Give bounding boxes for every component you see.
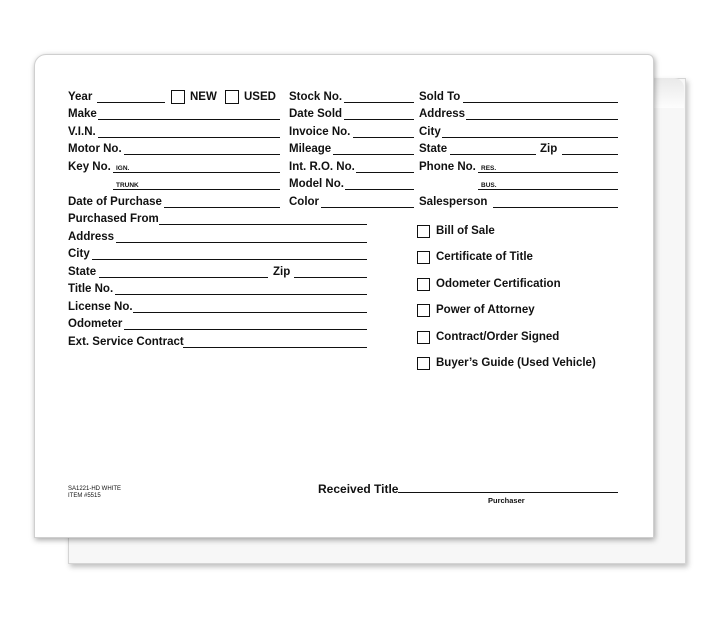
power-of-attorney-label: Power of Attorney	[436, 304, 535, 316]
salesperson-field[interactable]	[493, 207, 618, 208]
phone-bus-label: BUS.	[481, 182, 497, 189]
bill-of-sale-label: Bill of Sale	[436, 225, 495, 237]
received-title-signature-line[interactable]	[398, 492, 618, 493]
contract-order-signed-label: Contract/Order Signed	[436, 331, 560, 343]
phone-no-label: Phone No.	[419, 161, 476, 173]
bill-of-sale-checkbox[interactable]	[417, 225, 430, 238]
sold-to-label: Sold To	[419, 91, 461, 103]
odometer-certification-label: Odometer Certification	[436, 278, 561, 290]
certificate-of-title-label: Certificate of Title	[436, 251, 533, 263]
new-checkbox[interactable]	[171, 90, 185, 104]
buyers-guide-label: Buyer’s Guide (Used Vehicle)	[436, 357, 596, 369]
make-label: Make	[68, 108, 97, 120]
seller-city-field[interactable]	[92, 259, 367, 260]
int-ro-no-field[interactable]	[356, 172, 414, 173]
buyer-state-field[interactable]	[450, 154, 536, 155]
buyer-zip-field[interactable]	[562, 154, 618, 155]
mileage-field[interactable]	[333, 154, 414, 155]
purchased-from-label: Purchased From	[68, 213, 159, 225]
odometer-field[interactable]	[124, 329, 367, 330]
license-no-field[interactable]	[133, 312, 367, 313]
buyer-address-field[interactable]	[466, 119, 618, 120]
deal-jacket-form	[34, 54, 654, 538]
ext-service-contract-label: Ext. Service Contract	[68, 336, 184, 348]
make-field[interactable]	[98, 119, 280, 120]
buyer-state-label: State	[419, 143, 448, 155]
buyers-guide-checkbox[interactable]	[417, 357, 430, 370]
new-label: NEW	[190, 91, 217, 103]
stock-no-field[interactable]	[344, 102, 414, 103]
used-label: USED	[244, 91, 276, 103]
key-ign-label: IGN.	[116, 165, 130, 172]
invoice-no-label: Invoice No.	[289, 126, 351, 138]
used-checkbox[interactable]	[225, 90, 239, 104]
license-no-label: License No.	[68, 301, 133, 313]
motor-no-field[interactable]	[124, 154, 280, 155]
buyer-zip-label: Zip	[540, 143, 558, 155]
key-ign-field[interactable]	[113, 172, 280, 173]
seller-city-label: City	[68, 248, 90, 260]
key-trunk-field[interactable]	[113, 189, 280, 190]
date-sold-field[interactable]	[344, 119, 414, 120]
contract-order-signed-checkbox[interactable]	[417, 331, 430, 344]
date-sold-label: Date Sold	[289, 108, 343, 120]
date-of-purchase-field[interactable]	[164, 207, 280, 208]
seller-address-label: Address	[68, 231, 115, 243]
sold-to-field[interactable]	[463, 102, 618, 103]
key-trunk-label: TRUNK	[116, 182, 139, 189]
phone-res-field[interactable]	[478, 172, 618, 173]
seller-zip-label: Zip	[273, 266, 291, 278]
key-no-label: Key No.	[68, 161, 111, 173]
buyer-city-field[interactable]	[442, 137, 618, 138]
mileage-label: Mileage	[289, 143, 332, 155]
model-no-label: Model No.	[289, 178, 344, 190]
power-of-attorney-checkbox[interactable]	[417, 304, 430, 317]
phone-res-label: RES.	[481, 165, 497, 172]
seller-state-field[interactable]	[99, 277, 268, 278]
buyer-address-label: Address	[419, 108, 466, 120]
purchaser-label: Purchaser	[488, 496, 525, 505]
certificate-of-title-checkbox[interactable]	[417, 251, 430, 264]
year-label: Year	[68, 91, 93, 103]
color-label: Color	[289, 196, 320, 208]
vin-field[interactable]	[98, 137, 280, 138]
salesperson-label: Salesperson	[419, 196, 488, 208]
date-of-purchase-label: Date of Purchase	[68, 196, 162, 208]
odometer-certification-checkbox[interactable]	[417, 278, 430, 291]
invoice-no-field[interactable]	[353, 137, 414, 138]
ext-service-contract-field[interactable]	[183, 347, 367, 348]
received-title-label: Received Title	[318, 482, 399, 496]
odometer-label: Odometer	[68, 318, 123, 330]
vin-label: V.I.N.	[68, 126, 96, 138]
year-field[interactable]	[97, 102, 165, 103]
item-code-line-2: ITEM #5515	[68, 493, 101, 499]
title-no-field[interactable]	[115, 294, 367, 295]
item-code-line-1: SA1221-HD WHITE	[68, 486, 122, 492]
purchased-from-field[interactable]	[159, 224, 367, 225]
seller-state-label: State	[68, 266, 97, 278]
model-no-field[interactable]	[345, 189, 414, 190]
motor-no-label: Motor No.	[68, 143, 122, 155]
stock-no-label: Stock No.	[289, 91, 343, 103]
title-no-label: Title No.	[68, 283, 114, 295]
phone-bus-field[interactable]	[478, 189, 618, 190]
int-ro-no-label: Int. R.O. No.	[289, 161, 355, 173]
seller-address-field[interactable]	[116, 242, 367, 243]
buyer-city-label: City	[419, 126, 441, 138]
color-field[interactable]	[321, 207, 414, 208]
seller-zip-field[interactable]	[294, 277, 367, 278]
